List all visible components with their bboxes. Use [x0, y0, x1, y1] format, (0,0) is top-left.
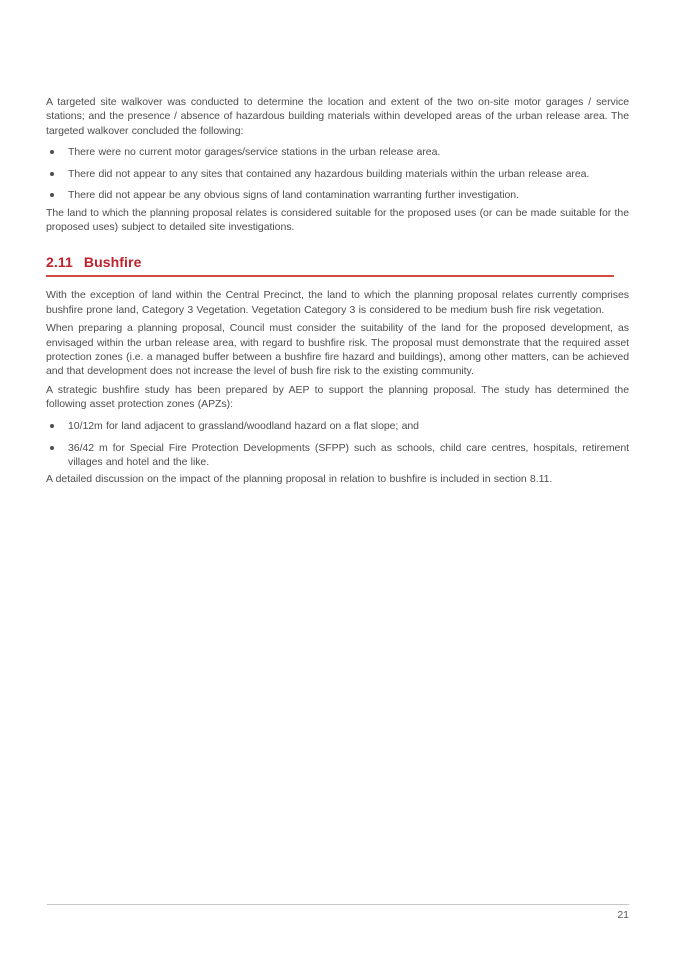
- bushfire-paragraph-1: With the exception of land within the Central Precinct, the land to which the planning proposal relates currently comprises bushfire prone land, Category 3 Vegetation. Vegetation Category 3 is considered to be medium bush fire risk vegetation.: [46, 289, 629, 316]
- section-heading-bushfire: [46, 254, 614, 277]
- list-item-text: 36/42 m for Special Fire Protection Developments (SFPP) such as schools, child care centres, hospitals, retirement villages and hotel and the like.: [68, 441, 629, 468]
- heading-label: Bushfire: [83, 254, 142, 271]
- page-content: [46, 95, 629, 491]
- list-item: [46, 188, 629, 202]
- list-item-text: There were no current motor garages/service stations in the urban release area.: [68, 145, 441, 158]
- intro-paragraph-2: The land to which the planning proposal relates is considered suitable for the proposed uses (or can be made suitable for the proposed uses) subject to detailed site investigations.: [46, 206, 629, 234]
- bullet-dot-icon: [50, 150, 54, 154]
- bullet-dot-icon: [50, 172, 54, 176]
- walkover-findings-list: [46, 145, 629, 203]
- bullet-dot-icon: [50, 193, 54, 197]
- list-item: [46, 419, 629, 433]
- bushfire-paragraph-3: A strategic bushfire study has been prepared by AEP to support the planning proposal. The study has determined the following asset protection zones (APZs):: [46, 384, 629, 411]
- intro-paragraph-1: A targeted site walkover was conducted to determine the location and extent of the two on-site motor garages / service stations; and the presence / absence of hazardous building materials within developed areas of the urban release area. The targeted walkover concluded the following:: [46, 96, 629, 137]
- heading-number: 2.11: [46, 254, 73, 271]
- page-footer: [47, 904, 629, 921]
- list-item: [46, 441, 629, 470]
- bushfire-paragraph-4: A detailed discussion on the impact of the planning proposal in relation to bushfire is included in section 8.11.: [46, 473, 553, 486]
- list-item-text: There did not appear to any sites that contained any hazardous building materials within the urban release area.: [68, 167, 590, 180]
- bullet-dot-icon: [50, 424, 54, 428]
- list-item: [46, 145, 629, 159]
- page-number: 21: [617, 909, 629, 921]
- list-item: [46, 167, 629, 181]
- apz-list: [46, 419, 629, 469]
- bushfire-paragraph-2: When preparing a planning proposal, Council must consider the suitability of the land for the proposed development, as envisaged within the urban release area, with regard to bushfire risk. The proposal must demonstrate that the required asset protection zones (i.e. a managed buffer between a bushfire fire hazard and buildings), among other matters, can be achieved and that development does not increase the level of bush fire risk to the existing community.: [46, 322, 629, 378]
- bullet-dot-icon: [50, 446, 54, 450]
- list-item-text: 10/12m for land adjacent to grassland/woodland hazard on a flat slope; and: [68, 419, 419, 432]
- list-item-text: There did not appear be any obvious signs of land contamination warranting further investigation.: [68, 189, 519, 202]
